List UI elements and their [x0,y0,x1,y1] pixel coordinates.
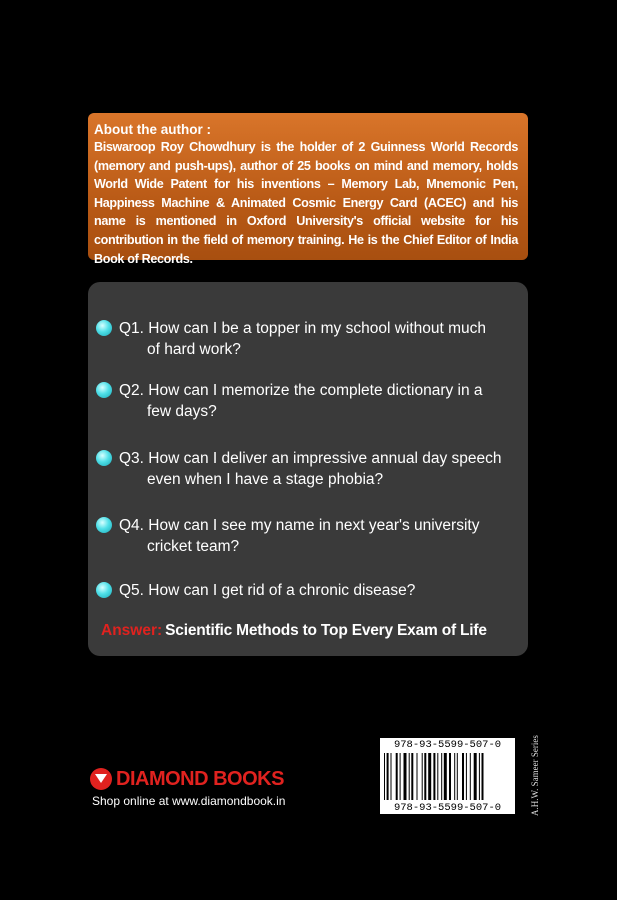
answer-label: Answer: [101,622,163,639]
isbn-bottom: 978-93-5599-507-0 [393,802,502,814]
bullet-icon [96,382,112,398]
barcode-bars [384,753,511,800]
questions-box [88,282,528,656]
isbn-barcode [379,737,516,815]
diamond-books-logo-icon [90,768,112,790]
shop-online-text: Shop online at www.diamondbook.in [92,794,286,808]
question-item [96,515,516,557]
question-line: Q5. How can I get rid of a chronic disease? [119,582,416,599]
about-author-box [88,113,528,266]
question-item [96,380,516,422]
answer-text: Scientific Methods to Top Every Exam of Life [165,622,487,639]
question-item [96,448,516,490]
question-line: Q2. How can I memorize the complete dictionary in a [119,382,483,399]
author-bio: Biswaroop Roy Chowdhury is the holder of 2 Guinness World Records (memory and push-ups), author of 25 books on mind and memory, holds World Wide Patent for his inventions – Memory Lab, Mnemonic Pen, Happiness Machine & Animated Cosmic Energy Card (ACEC) and his name is mentioned in Oxford University's official website for his contribution in the field of memory training. He is the Chief Editor of India Book of Records. [94,140,518,266]
series-label: A.H.W. Sameer Series [530,735,540,816]
answer-line [101,622,487,640]
publisher-logo [90,767,284,791]
question-item [96,318,516,360]
question-line: even when I have a stage phobia? [147,471,384,488]
question-line: Q4. How can I see my name in next year's university [119,517,480,534]
question-line: cricket team? [147,538,240,555]
question-line: Q1. How can I be a topper in my school without much [119,320,487,337]
bullet-icon [96,582,112,598]
bullet-icon [96,450,112,466]
question-line: of hard work? [147,341,241,358]
publisher-name: DIAMOND BOOKS [116,767,284,790]
question-line: Q3. How can I deliver an impressive annual day speech [119,450,502,467]
question-line: few days? [147,403,217,420]
bullet-icon [96,320,112,336]
isbn-top: 978-93-5599-507-0 [393,739,502,751]
question-item [96,580,516,601]
bullet-icon [96,517,112,533]
series-label-wrap [520,735,540,816]
author-heading: About the author : [94,122,211,137]
